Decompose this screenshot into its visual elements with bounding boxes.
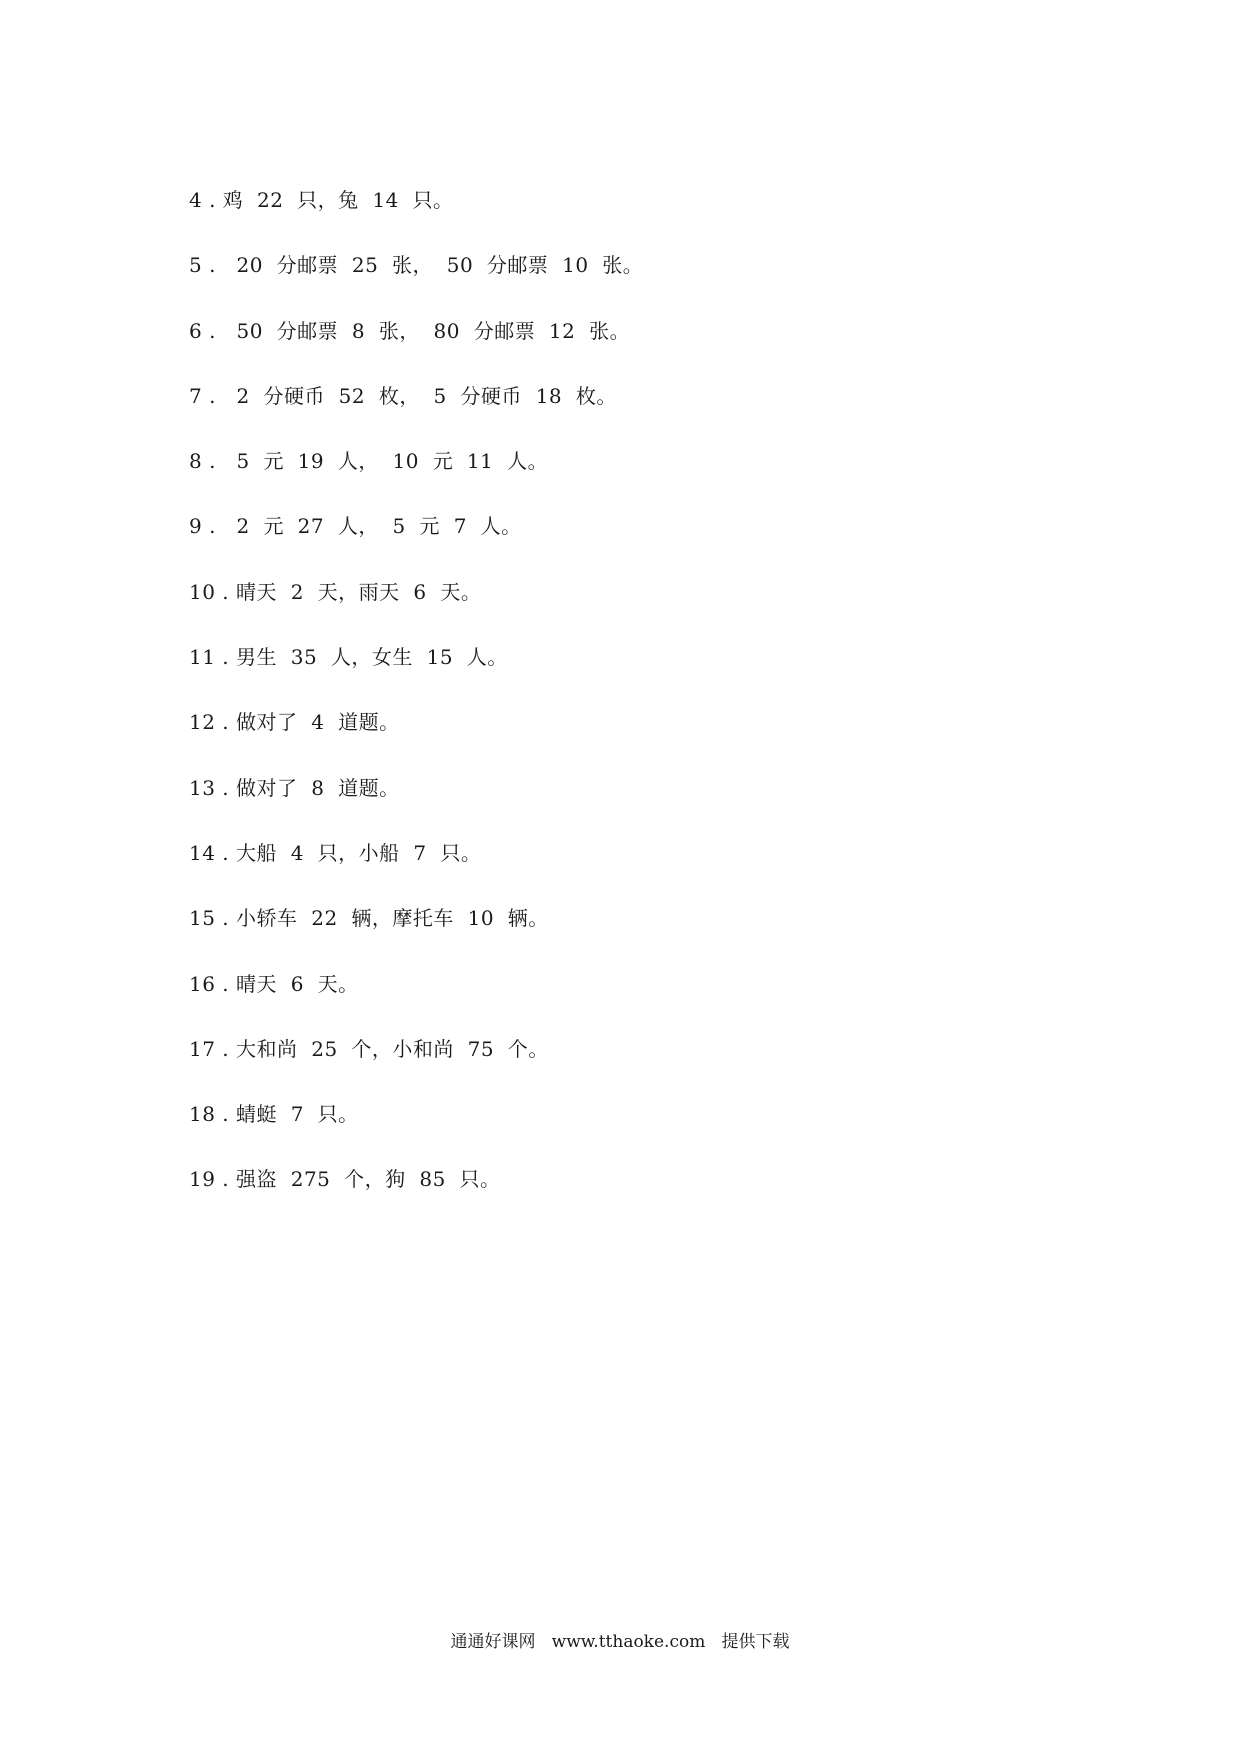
answer-line-11: 11 . 男生 35 人，女生 15 人。 <box>189 645 508 670</box>
answer-line-6: 6 . 50 分邮票 8 张， 80 分邮票 12 张。 <box>189 318 631 343</box>
answer-line-4: 4 . 鸡 22 只，兔 14 只。 <box>189 188 454 212</box>
answer-line-19: 19 . 强盗 275 个，狗 85 只。 <box>189 1167 501 1192</box>
answer-line-5: 5 . 20 分邮票 25 张， 50 分邮票 10 张。 <box>189 253 644 278</box>
answer-line-18: 18 . 蜻蜓 7 只。 <box>189 1102 359 1127</box>
answer-line-15: 15 . 小轿车 22 辆，摩托车 10 辆。 <box>189 906 549 931</box>
answer-line-17: 17 . 大和尚 25 个，小和尚 75 个。 <box>189 1036 549 1061</box>
answer-list <box>189 186 643 1231</box>
answer-line-16: 16 . 晴天 6 天。 <box>189 971 359 996</box>
answer-line-7: 7 . 2 分硬币 52 枚， 5 分硬币 18 枚。 <box>189 383 617 408</box>
answer-line-13: 13 . 做对了 8 道题。 <box>189 775 400 800</box>
answer-line-9: 9 . 2 元 27 人， 5 元 7 人。 <box>189 514 522 539</box>
answer-line-12: 12 . 做对了 4 道题。 <box>189 710 400 735</box>
answer-line-14: 14 . 大船 4 只，小船 7 只。 <box>189 840 482 865</box>
answer-line-10: 10 . 晴天 2 天，雨天 6 天。 <box>189 579 482 604</box>
page-footer: 通通好课网 www.tthaoke.com 提供下载 <box>450 1632 790 1652</box>
answer-line-8: 8 . 5 元 19 人， 10 元 11 人。 <box>189 449 549 474</box>
